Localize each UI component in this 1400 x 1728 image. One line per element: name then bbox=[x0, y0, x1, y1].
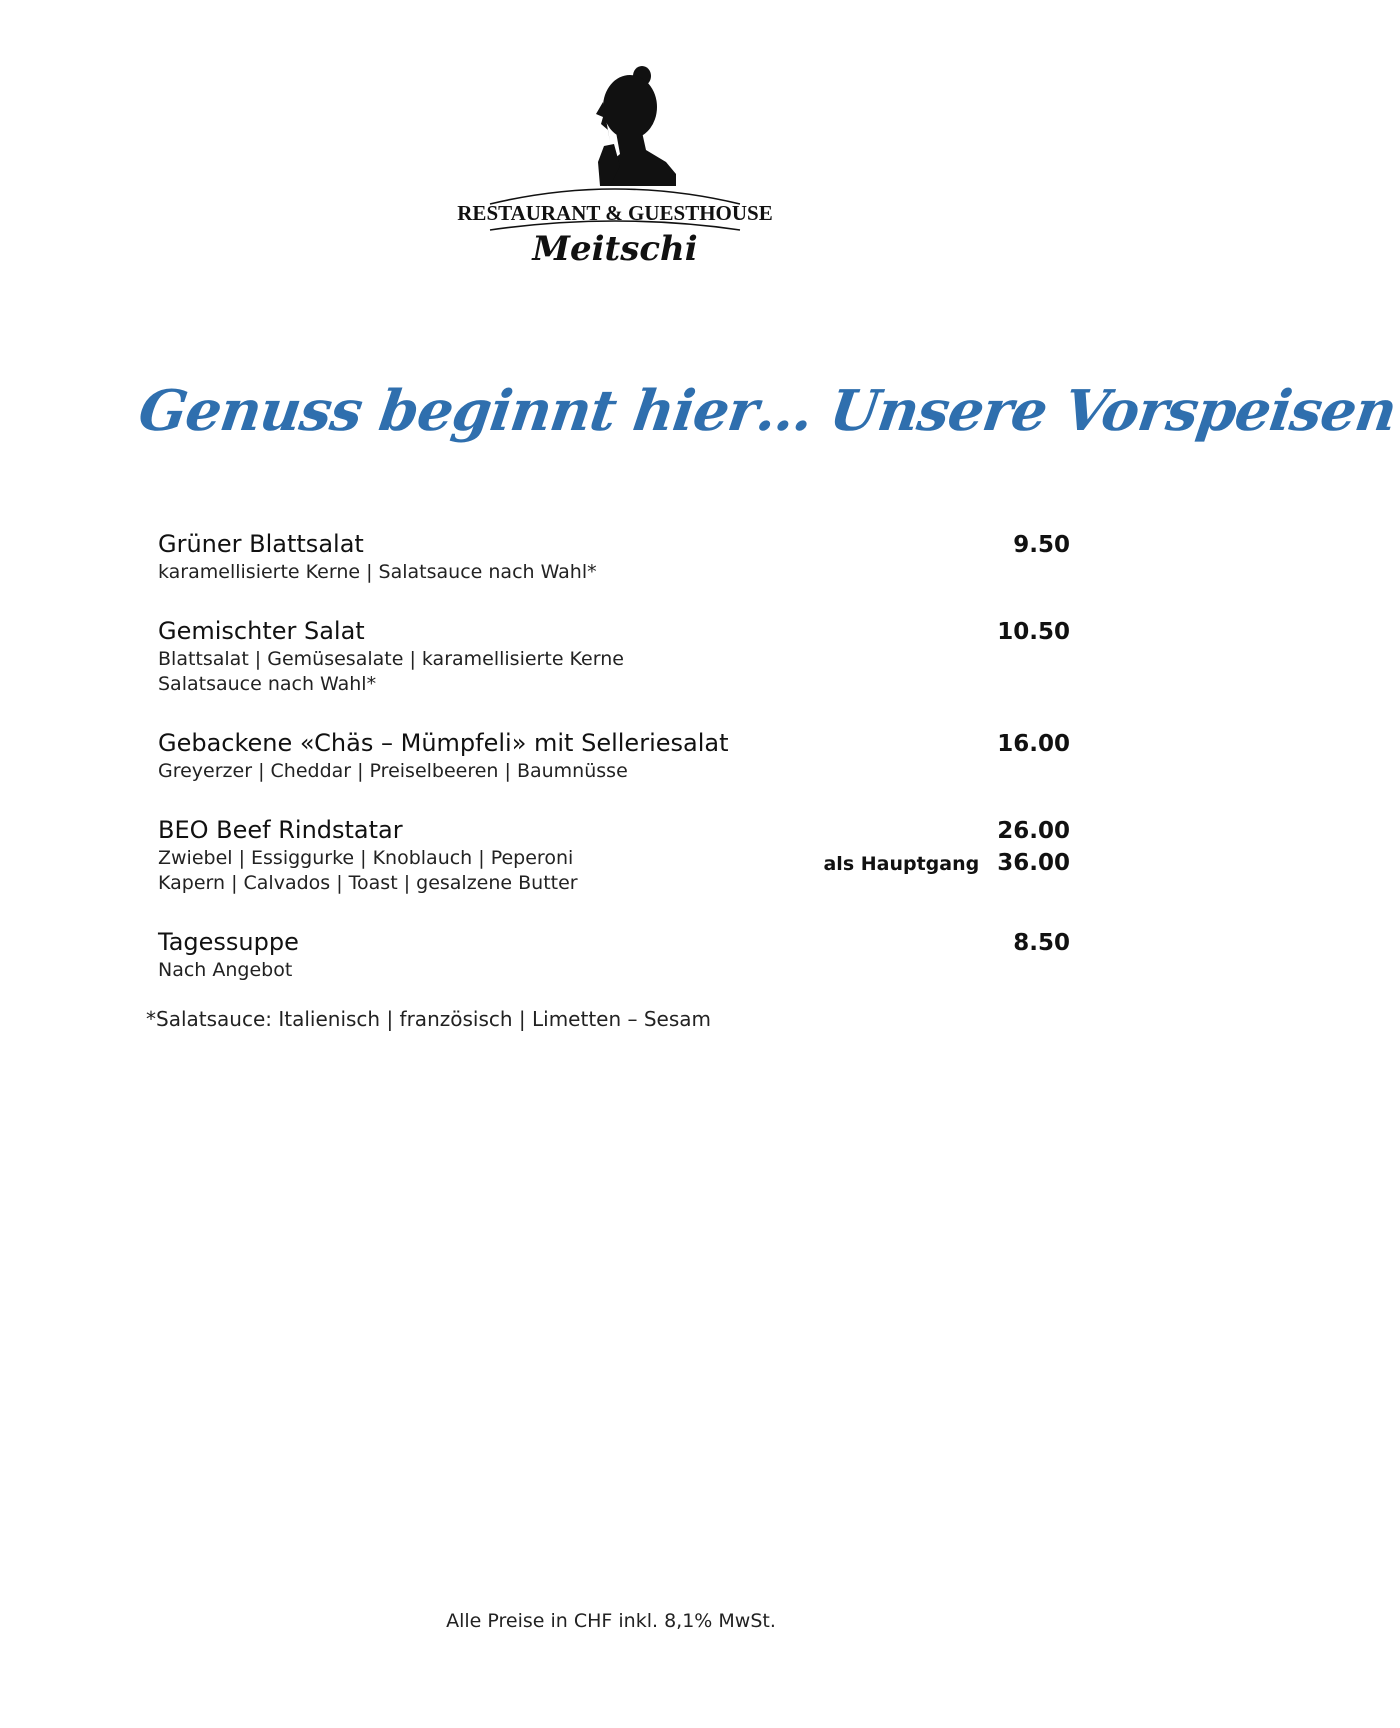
price-note: Alle Preise in CHF inkl. 8,1% MwSt. bbox=[446, 1610, 776, 1632]
item-alt-price: 36.00 bbox=[997, 850, 1070, 876]
item-name: BEO Beef Rindstatar bbox=[158, 816, 403, 844]
logo-graphic bbox=[457, 62, 773, 269]
logo-line1: RESTAURANT & GUESTHOUSE bbox=[457, 201, 773, 225]
item-description: Nach Angebot bbox=[158, 959, 293, 981]
logo-line2: Meitschi bbox=[532, 229, 698, 269]
item-name: Tagessuppe bbox=[158, 928, 299, 956]
item-alt-price-row bbox=[823, 849, 1070, 878]
item-price: 9.50 bbox=[1013, 532, 1070, 558]
item-price: 8.50 bbox=[1013, 930, 1070, 956]
item-description: Zwiebel | Essiggurke | Knoblauch | Peperoni bbox=[158, 847, 574, 869]
item-price: 16.00 bbox=[997, 731, 1070, 757]
menu-item bbox=[158, 727, 1070, 784]
item-name: Grüner Blattsalat bbox=[158, 530, 364, 558]
item-price: 26.00 bbox=[997, 818, 1070, 844]
dressing-footnote: *Salatsauce: Italienisch | französisch | Limetten – Sesam bbox=[146, 1007, 712, 1031]
item-description: Greyerzer | Cheddar | Preiselbeeren | Baumnüsse bbox=[158, 760, 628, 782]
menu-item bbox=[158, 528, 1070, 585]
restaurant-logo bbox=[457, 62, 773, 269]
item-alt-label: als Hauptgang bbox=[823, 853, 980, 875]
menu-list bbox=[158, 528, 1070, 1013]
item-description: karamellisierte Kerne | Salatsauce nach Wahl* bbox=[158, 561, 597, 583]
item-name: Gebackene «Chäs – Mümpfeli» mit Selleriesalat bbox=[158, 729, 729, 757]
item-description: Kapern | Calvados | Toast | gesalzene Butter bbox=[158, 872, 578, 894]
menu-item bbox=[158, 926, 1070, 983]
item-name: Gemischter Salat bbox=[158, 617, 365, 645]
menu-item bbox=[158, 814, 1070, 896]
item-description: Blattsalat | Gemüsesalate | karamellisierte Kerne bbox=[158, 648, 624, 670]
menu-item bbox=[158, 615, 1070, 697]
item-price: 10.50 bbox=[997, 619, 1070, 645]
page-headline: Genuss beginnt hier… Unsere Vorspeisen bbox=[134, 378, 1400, 444]
item-description: Salatsauce nach Wahl* bbox=[158, 673, 377, 695]
silhouette-icon bbox=[596, 66, 676, 186]
